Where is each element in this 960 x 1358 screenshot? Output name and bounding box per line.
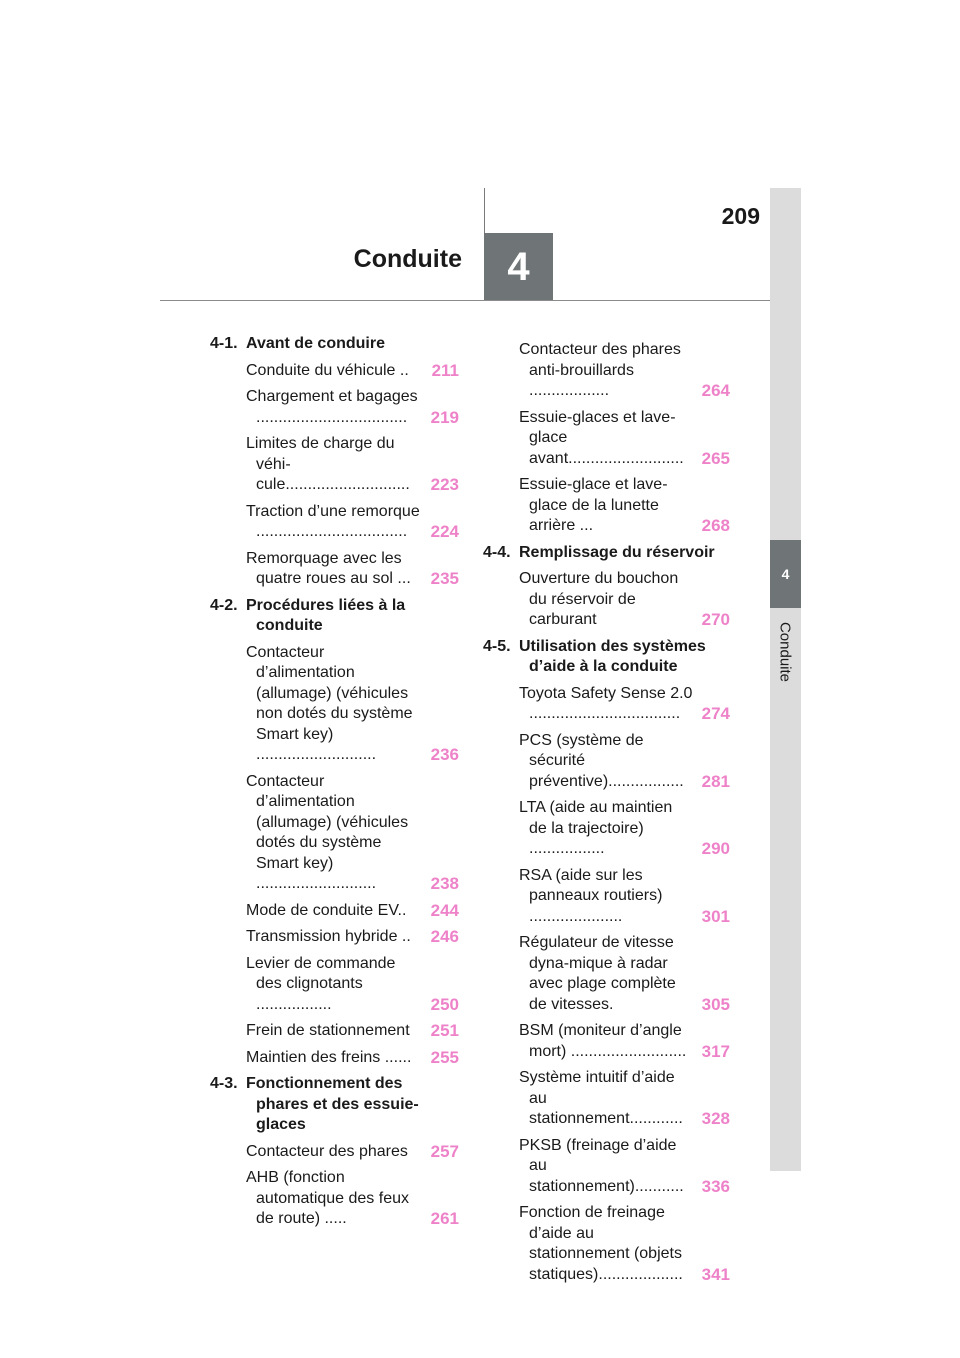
section-title: Utilisation des systèmes d’aide à la conduite <box>519 637 706 675</box>
toc-page-link[interactable]: 251 <box>430 1021 459 1040</box>
toc-page-link[interactable]: 264 <box>701 381 730 400</box>
toc-page-link[interactable]: 224 <box>430 522 459 541</box>
toc-page-link[interactable]: 250 <box>430 994 459 1014</box>
toc-entry-label: Contacteur des phares anti-brouillards .................. <box>519 341 681 399</box>
toc-page-link[interactable]: 238 <box>430 874 459 893</box>
toc-entry[interactable] <box>246 1142 459 1163</box>
toc-page-link[interactable]: 235 <box>430 569 459 588</box>
toc-page-link[interactable]: 236 <box>430 745 459 764</box>
toc-entry[interactable] <box>246 1048 459 1069</box>
toc-entry-label: Système intuitif d’aide au stationnement............ <box>519 1069 683 1127</box>
toc-page-link[interactable]: 336 <box>701 1176 730 1196</box>
toc-page-link[interactable]: 290 <box>701 839 730 858</box>
toc-entry[interactable] <box>519 340 730 402</box>
toc-entry[interactable] <box>246 954 459 1016</box>
toc-entry[interactable] <box>246 387 459 428</box>
toc-page-link[interactable]: 281 <box>701 771 730 791</box>
toc-section-heading <box>480 637 730 678</box>
side-chapter-tab[interactable]: 4 <box>770 540 801 608</box>
toc-entry-label: Remorquage avec les quatre roues au sol ... <box>246 549 411 587</box>
toc-entry-label: Essuie-glace et lave-glace de la lunette arrière ... <box>519 476 668 534</box>
toc-entry-label: Levier de commande des clignotants ................. <box>246 954 396 1013</box>
toc-entry-label: Essuie-glaces et lave-glace avant.......................... <box>519 408 684 467</box>
toc-entry[interactable] <box>246 549 459 590</box>
toc-entry-label: LTA (aide au maintien de la trajectoire) ................. <box>519 799 673 857</box>
toc-entry[interactable] <box>519 1136 730 1198</box>
section-title: Remplissage du réservoir <box>519 543 715 561</box>
header-rule <box>160 300 770 301</box>
toc-page-link[interactable]: 268 <box>701 516 730 535</box>
toc-column-right <box>480 340 730 1291</box>
toc-entry[interactable] <box>246 901 459 922</box>
toc-section-heading <box>207 1074 459 1136</box>
toc-entry-label: Mode de conduite EV.. <box>246 901 407 919</box>
toc-page-link[interactable]: 341 <box>701 1264 730 1284</box>
section-number: 4-3. <box>210 1075 238 1092</box>
toc-entry[interactable] <box>519 684 730 725</box>
toc-entry[interactable] <box>246 434 459 496</box>
toc-entry[interactable] <box>246 1021 459 1042</box>
toc-page-link[interactable]: 301 <box>701 906 730 926</box>
section-number: 4-5. <box>483 637 511 655</box>
toc-page-link[interactable]: 270 <box>701 610 730 629</box>
toc-page-link[interactable]: 305 <box>701 994 730 1014</box>
toc-entry[interactable] <box>519 1068 730 1130</box>
section-number: 4-2. <box>210 596 238 614</box>
toc-entry-label: Transmission hybride .. <box>246 928 411 945</box>
toc-entry[interactable] <box>519 866 730 928</box>
toc-entry-label: Chargement et bagages .................................. <box>246 388 418 426</box>
toc-entry[interactable] <box>519 933 730 1015</box>
toc-page-link[interactable]: 265 <box>701 448 730 468</box>
toc-page-link[interactable]: 255 <box>430 1047 459 1067</box>
toc-entry-label: PCS (système de sécurité préventive)................. <box>519 731 684 790</box>
toc-page-link[interactable]: 246 <box>430 927 459 946</box>
section-title: Avant de conduire <box>246 335 385 352</box>
header-divider-vertical <box>484 188 485 234</box>
toc-page-link[interactable]: 211 <box>431 360 459 380</box>
section-title: Fonctionnement des phares et des essuie-glaces <box>246 1075 419 1133</box>
toc-entry-label: PKSB (freinage d’aide au stationnement)........... <box>519 1136 684 1195</box>
toc-entry[interactable] <box>519 1021 730 1062</box>
side-chapter-label: Conduite <box>776 621 794 683</box>
toc-section-heading <box>480 543 730 564</box>
toc-entry-label: Traction d’une remorque .................................. <box>246 502 420 540</box>
toc-page-link[interactable]: 328 <box>701 1109 730 1128</box>
toc-page-link[interactable]: 244 <box>430 900 459 920</box>
toc-entry[interactable] <box>519 798 730 860</box>
toc-entry-label: Limites de charge du véhi-cule............................ <box>246 435 410 493</box>
toc-entry-label: Contacteur d’alimentation (allumage) (véhicules non dotés du système Smart key) ........................... <box>246 643 413 763</box>
toc-entry[interactable] <box>519 408 730 470</box>
toc-entry[interactable] <box>519 475 730 537</box>
toc-entry-label: Frein de stationnement <box>246 1022 410 1039</box>
section-number: 4-1. <box>210 335 238 352</box>
toc-entry-label: Ouverture du bouchon du réservoir de carburant <box>519 570 679 628</box>
toc-entry-label: BSM (moniteur d’angle mort) .......................... <box>519 1022 687 1060</box>
chapter-number-box: 4 <box>484 233 553 301</box>
toc-page-link[interactable]: 223 <box>430 475 459 494</box>
toc-entry-label: Fonction de freinage d’aide au stationnement (objets statiques)................... <box>519 1204 683 1283</box>
section-title: Procédures liées à la conduite <box>246 596 406 634</box>
toc-entry-label: Toyota Safety Sense 2.0 .................................. <box>519 684 693 722</box>
toc-entry-label: Conduite du véhicule .. <box>246 361 409 379</box>
toc-entry[interactable] <box>246 1168 459 1230</box>
toc-entry-label: Maintien des freins ...... <box>246 1048 412 1066</box>
chapter-title: Conduite <box>353 245 462 273</box>
toc-entry[interactable] <box>519 1203 730 1285</box>
toc-page-link[interactable]: 257 <box>430 1141 459 1161</box>
toc-entry[interactable] <box>246 643 459 766</box>
toc-page-link[interactable]: 317 <box>701 1041 730 1061</box>
toc-entry[interactable] <box>246 927 459 948</box>
toc-entry[interactable] <box>246 361 459 382</box>
toc-entry-label: RSA (aide sur les panneaux routiers) ..................... <box>519 866 663 925</box>
toc-entry[interactable] <box>246 502 459 543</box>
toc-page-link[interactable]: 261 <box>430 1209 459 1228</box>
section-number: 4-4. <box>483 543 511 561</box>
toc-entry-label: Contacteur des phares <box>246 1142 408 1160</box>
toc-entry-label: Régulateur de vitesse dyna-mique à radar avec plage complète de vitesses. <box>519 934 676 1013</box>
toc-entry[interactable] <box>246 772 459 895</box>
toc-page-link[interactable]: 219 <box>430 407 459 427</box>
toc-section-heading <box>207 334 459 355</box>
page-number: 209 <box>721 203 760 229</box>
toc-entry[interactable] <box>519 569 730 631</box>
toc-section-heading <box>207 596 459 637</box>
toc-entry[interactable] <box>519 731 730 793</box>
toc-entry-label: Contacteur d’alimentation (allumage) (véhicules dotés du système Smart key) ........................... <box>246 772 409 892</box>
toc-column-left <box>207 334 459 1236</box>
toc-page-link[interactable]: 274 <box>701 704 730 723</box>
toc-entry-label: AHB (fonction automatique des feux de route) ..... <box>246 1169 409 1227</box>
